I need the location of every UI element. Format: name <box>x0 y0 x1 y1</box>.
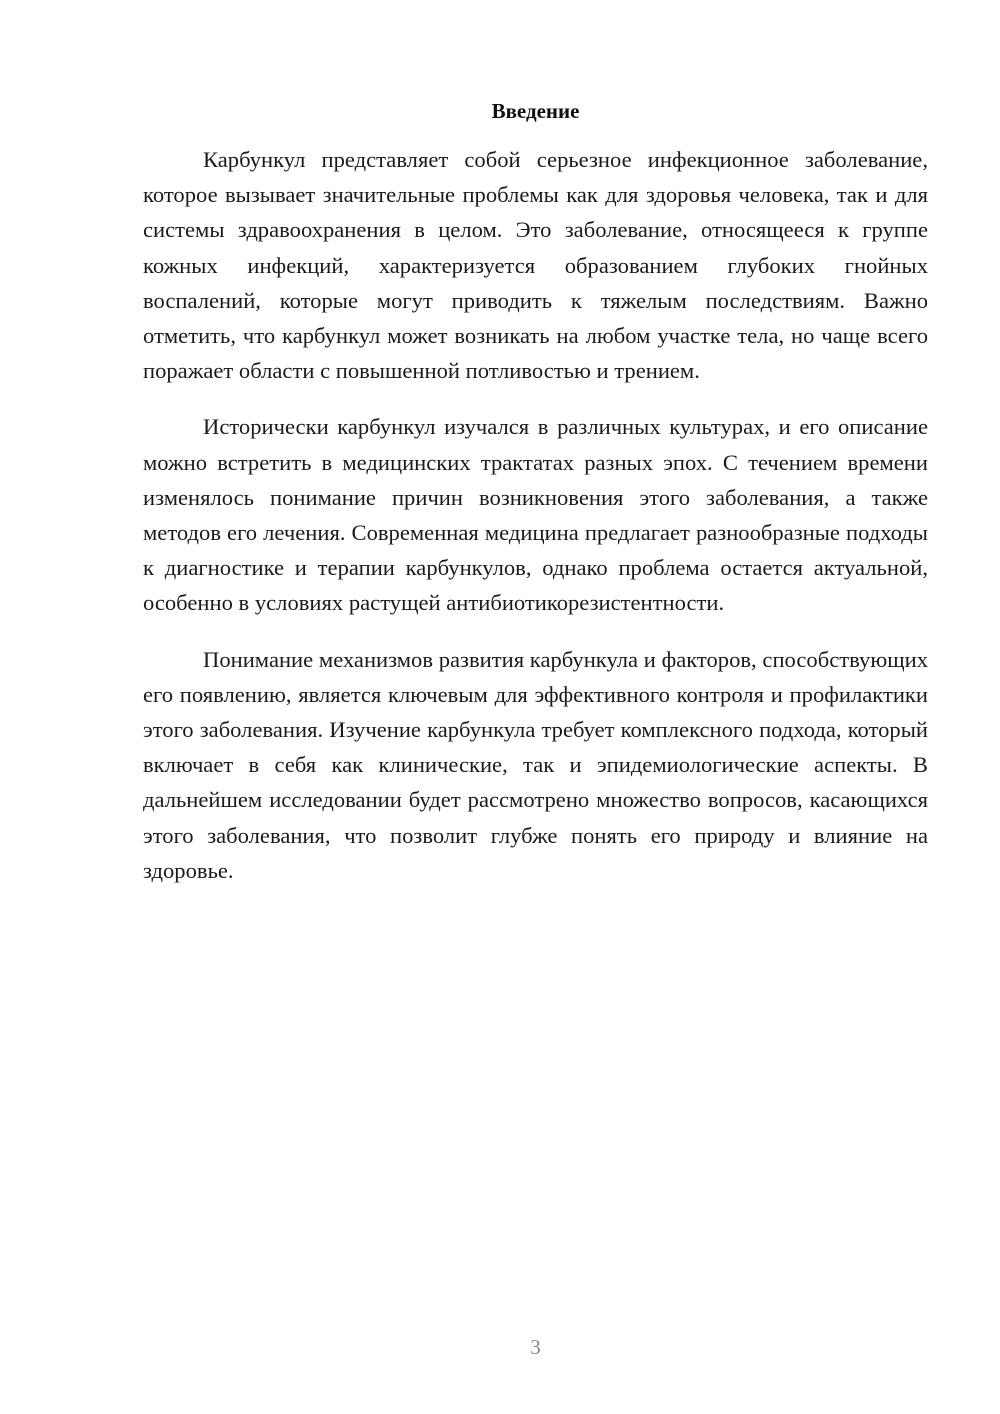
paragraph-1: Карбункул представляет собой серьезное инфекционное заболевание, которое вызывает значительные проблемы как для здоровья человека, так и для системы здравоохранения в целом. Это заболевание, относящееся к группе кожных инфекций, характеризуется образованием глубоких гнойных воспалений, которые могут приводить к тяжелым последствиям. Важно отметить, что карбункул может возникать на любом участке тела, но чаще всего поражает области с повышенной потливостью и трением. <box>143 147 928 384</box>
section-title: Введение <box>491 99 580 123</box>
page-number: 3 <box>530 1335 541 1359</box>
paragraph-2: Исторически карбункул изучался в различных культурах, и его описание можно встретить в медицинских трактатах разных эпох. С течением времени изменялось понимание причин возникновения этого заболевания, а также методов его лечения. Современная медицина предлагает разнообразные подходы к диагностике и терапии карбункулов, однако проблема остается актуальной, особенно в условиях растущей антибиотикорезистентности. <box>143 414 928 616</box>
paragraph-3: Понимание механизмов развития карбункула и факторов, способствующих его появлению, является ключевым для эффективного контроля и профилактики этого заболевания. Изучение карбункула требует комплексного подхода, который включает в себя как клинические, так и эпидемиологические аспекты. В дальнейшем исследовании будет рассмотрено множество вопросов, касающихся этого заболевания, что позволит глубже понять его природу и влияние на здоровье. <box>143 646 928 883</box>
body-text <box>143 142 928 909</box>
